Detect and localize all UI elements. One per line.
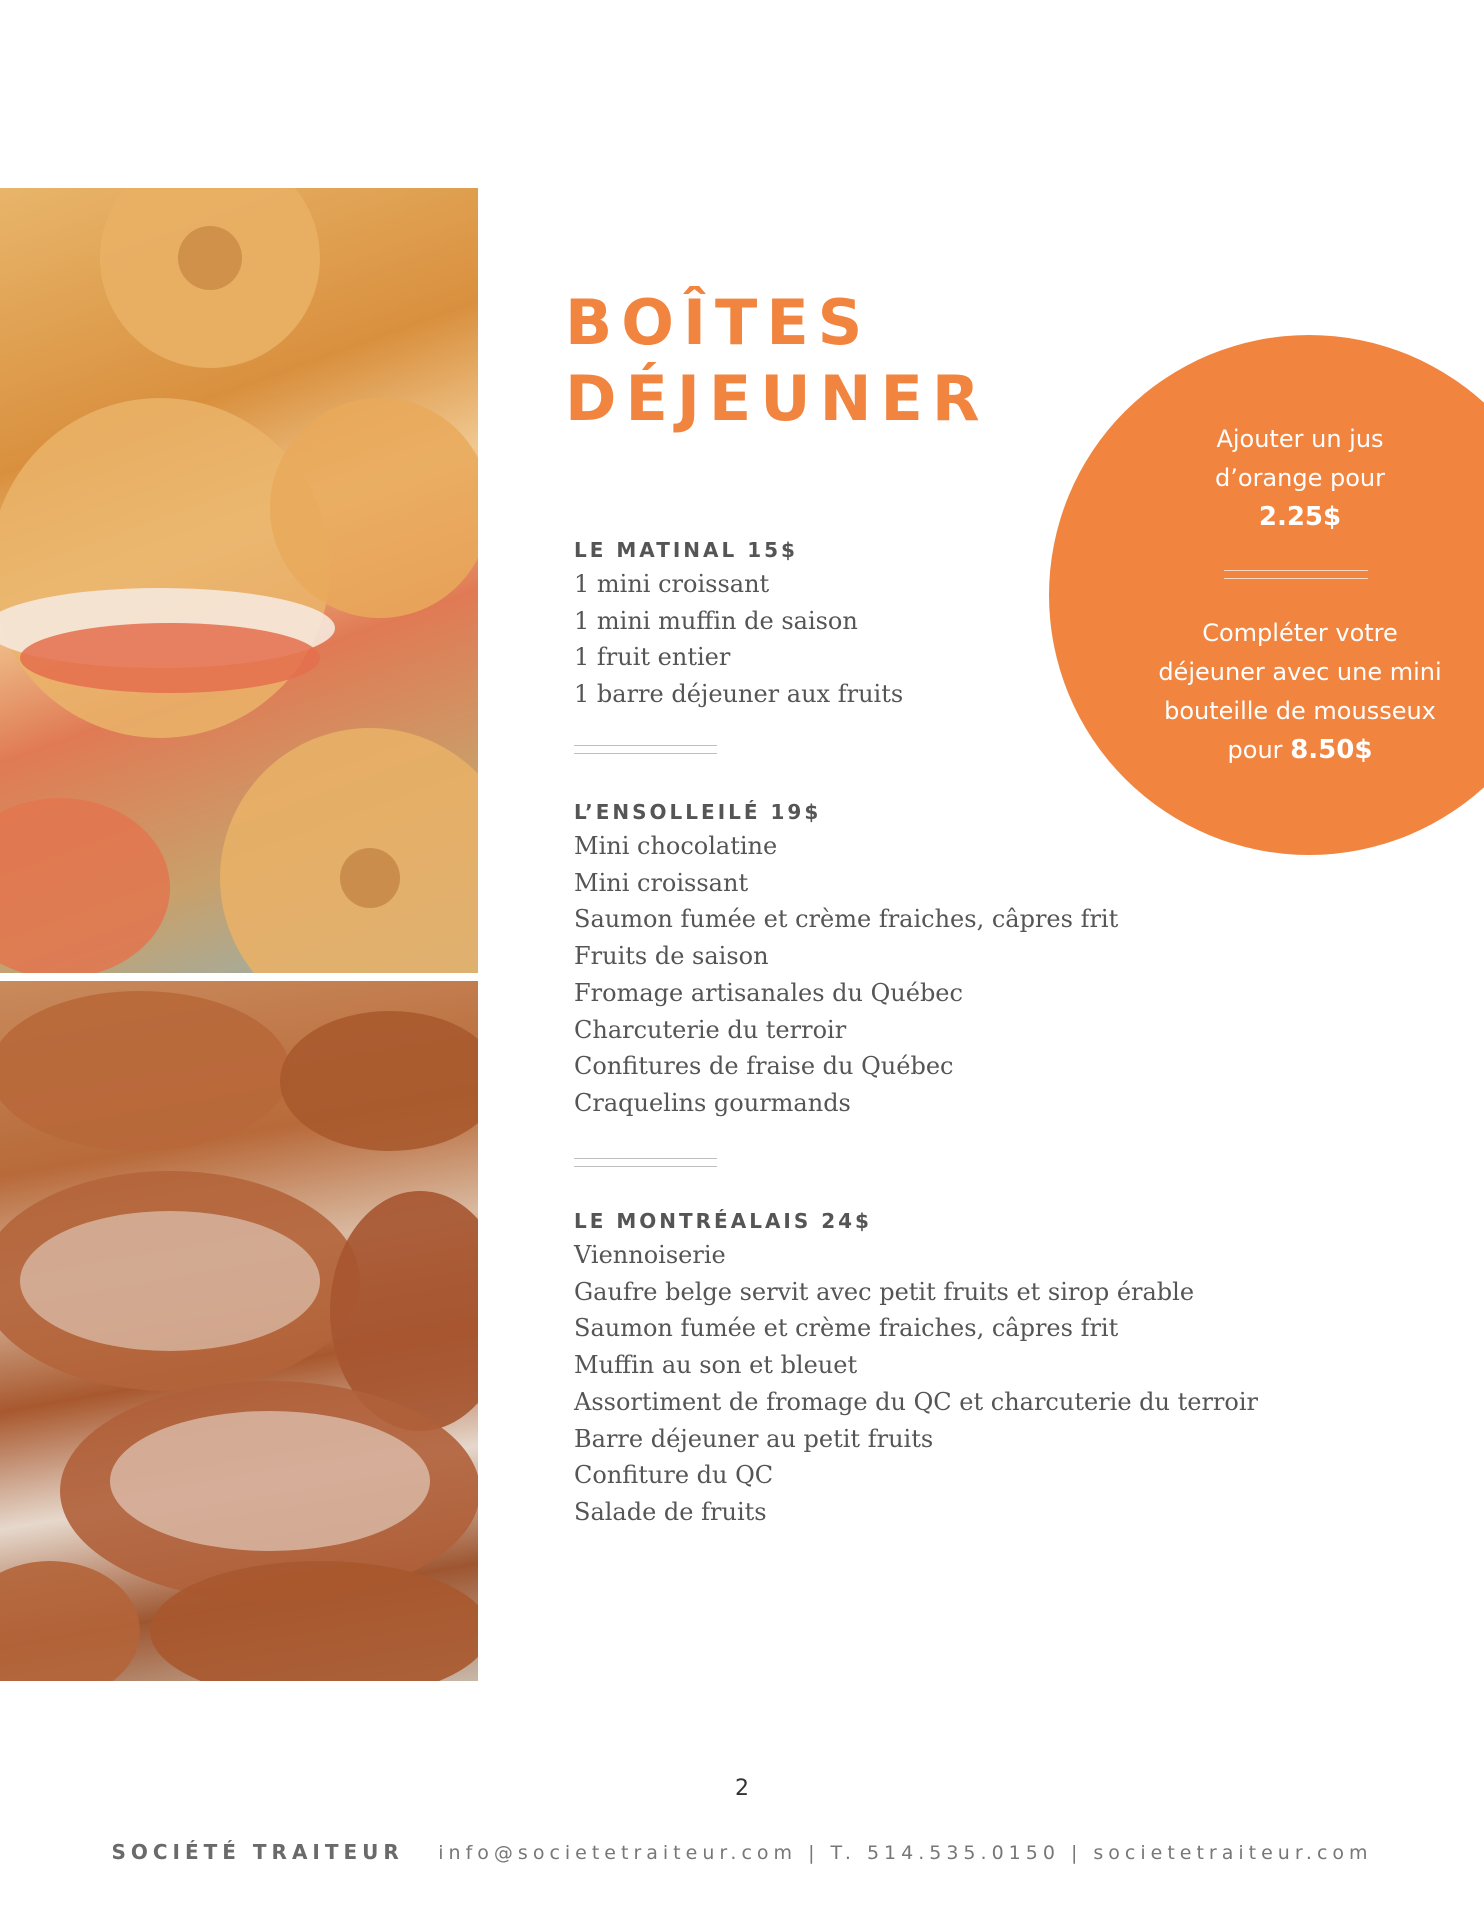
menu-item: 1 mini croissant [574,570,770,598]
promo-orange-juice [1130,420,1470,537]
menu-le-montrealais [574,1209,1274,1531]
footer-brand: SOCIÉTÉ TRAITEUR [111,1840,404,1864]
menu-item: Fruits de saison [574,942,769,971]
menu-item-list [574,828,1274,1122]
menu-item: 1 barre déjeuner aux fruits [574,680,904,709]
menu-item: Salade de fruits [574,1497,767,1526]
promo-circle [1049,335,1484,855]
section-divider [574,1158,717,1167]
menu-item: Confiture du QC [574,1461,774,1490]
photo-almond-croissants [0,981,478,1681]
page-title [565,285,989,437]
menu-item: Craquelins gourmands [574,1088,851,1117]
footer-contact: info@societetraiteur.com | T. 514.535.0150 | societetraiteur.com [438,1842,1373,1864]
menu-item: Saumon fumée et crème fraiches, câpres frit [574,905,1119,934]
footer [0,1840,1484,1864]
menu-item: Fromage artisanales du Québec [574,978,963,1007]
menu-heading: LE MATINAL 15$ [574,538,798,562]
menu-item: Muffin au son et bleuet [574,1351,858,1380]
title-line-2: DÉJEUNER [565,362,989,435]
title-line-1: BOÎTES [565,286,872,359]
menu-l-ensolleile [574,800,1274,1122]
menu-item: Mini chocolatine [574,832,778,860]
section-divider [574,745,717,754]
promo-text-line: déjeuner avec une mini [1158,658,1442,686]
menu-item: Mini croissant [574,868,749,897]
promo-text-line: d’orange pour [1215,464,1385,492]
menu-item: 1 fruit entier [574,643,731,672]
menu-item: 1 mini muffin de saison [574,606,858,635]
menu-heading: LE MONTRÉALAIS 24$ [574,1209,872,1233]
promo-text-line: bouteille de mousseux [1164,697,1436,725]
promo-sparkling-wine [1130,614,1470,770]
promo-bubbly-price: 8.50$ [1290,735,1373,765]
promo-text-line: Compléter votre [1202,619,1398,647]
promo-text-line: pour [1227,736,1283,764]
menu-heading: L’ENSOLLEILÉ 19$ [574,800,822,824]
menu-item: Assortiment de fromage du QC et charcuterie du terroir [574,1387,1258,1416]
menu-item-list [574,1237,1274,1531]
menu-item: Viennoiserie [574,1241,726,1269]
menu-item: Charcuterie du terroir [574,1015,847,1044]
promo-divider [1224,570,1368,579]
menu-item: Saumon fumée et crème fraiches, câpres frit [574,1314,1119,1343]
menu-item: Confitures de fraise du Québec [574,1052,954,1081]
menu-item: Gaufre belge servit avec petit fruits et sirop érable [574,1277,1195,1306]
page-number: 2 [735,1776,749,1801]
promo-text-line: Ajouter un jus [1216,425,1384,453]
photo-salmon-bagels [0,188,478,973]
menu-item: Barre déjeuner au petit fruits [574,1424,934,1453]
promo-juice-price: 2.25$ [1258,502,1342,532]
